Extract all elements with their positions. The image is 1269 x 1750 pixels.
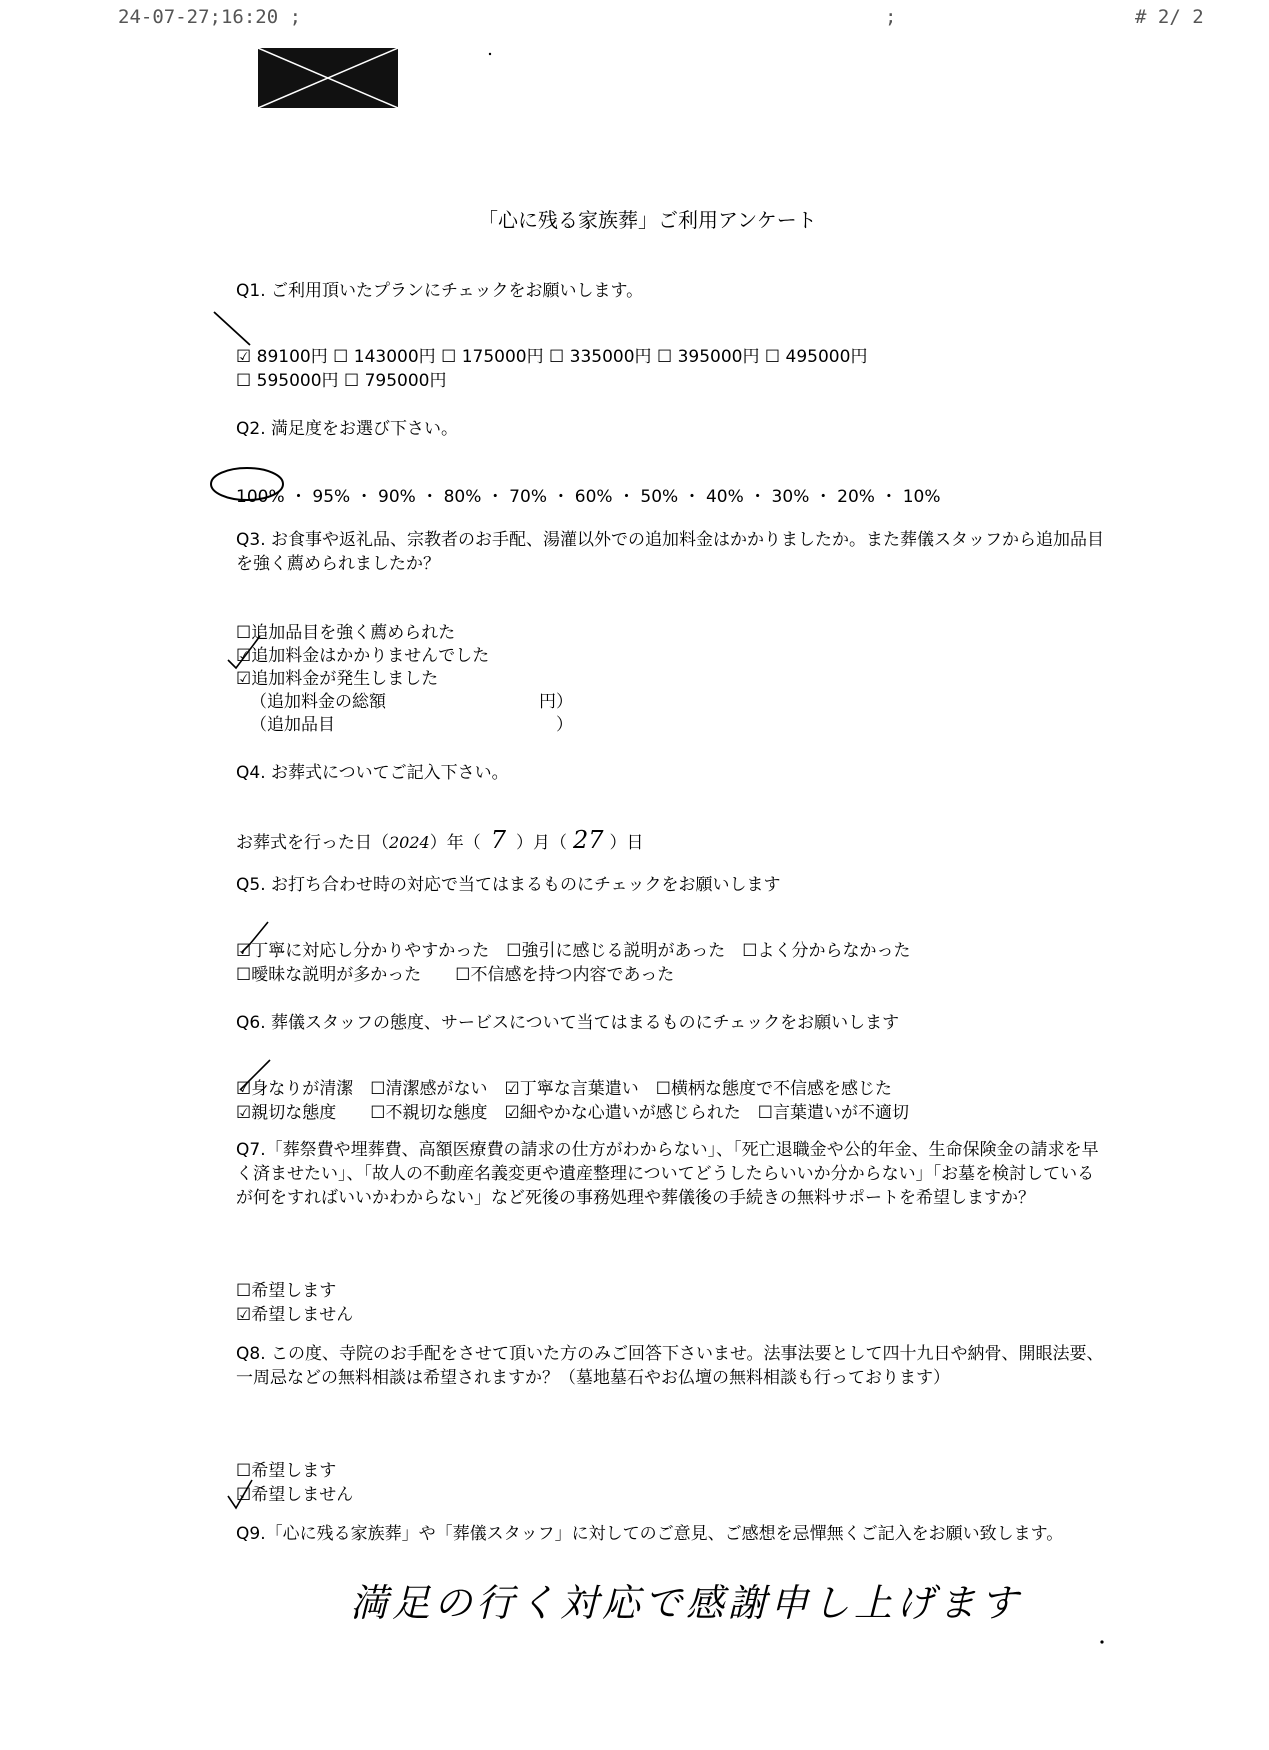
q8-option-want[interactable]: ☐希望します — [236, 1461, 337, 1481]
q5-question: Q5. お打ち合わせ時の対応で当てはまるものにチェックをお願いします — [236, 875, 781, 895]
q1-check-stroke — [214, 312, 250, 345]
handwritten-year: 2024 — [389, 833, 430, 852]
handwritten-day: 27 — [573, 826, 604, 854]
q2-question: Q2. 満足度をお選び下さい。 — [236, 419, 459, 439]
q6-options-line1[interactable]: ☑身なりが清潔 ☐清潔感がない ☑丁寧な言葉遣い ☐横柄な態度で不信感を感じた — [236, 1079, 892, 1099]
q3-extra-items: （追加品目 ） — [250, 715, 573, 735]
q8-option-not-want[interactable]: ☑希望しません — [236, 1485, 354, 1505]
fax-timestamp: 24-07-27;16:20 ; — [118, 6, 302, 28]
q2-satisfaction-scale[interactable]: 100% ・ 95% ・ 90% ・ 80% ・ 70% ・ 60% ・ 50% ・ 40% ・ 30% ・ 20% ・ 10% — [236, 487, 941, 507]
fax-separator: ; — [885, 6, 897, 28]
q7-option-not-want[interactable]: ☑希望しません — [236, 1305, 354, 1325]
q4-date-row — [236, 826, 644, 854]
q6-question: Q6. 葬儀スタッフの態度、サービスについて当てはまるものにチェックをお願いします — [236, 1013, 900, 1033]
q9-question: Q9.「心に残る家族葬」や「葬儀スタッフ」に対してのご意見、ご感想を忌憚無くご記入をお願い致します。 — [236, 1524, 1064, 1544]
q8-question: Q8. この度、寺院のお手配をさせて頂いた方のみご回答下さいませ。法事法要として四十九日や納骨、開眼法要、一周忌などの無料相談は希望されますか？（墓地墓石やお仏壇の無料相談も行っております） — [236, 1344, 1104, 1388]
ink-dot-top — [489, 53, 491, 55]
q5-options-line1[interactable]: ☑丁寧に対応し分かりやすかった ☐強引に感じる説明があった ☐よく分からなかった — [236, 941, 911, 961]
q4-question: Q4. お葬式についてご記入下さい。 — [236, 763, 509, 783]
q1-options-line1[interactable]: ☑ 89100円 ☐ 143000円 ☐ 175000円 ☐ 335000円 ☐ 395000円 ☐ 495000円 — [236, 347, 868, 367]
q7-question: Q7.「葬祭費や埋葬費、高額医療費の請求の仕方がわからない」、「死亡退職金や公的年金、生命保険金の請求を早く済ませたい」、「故人の不動産名義変更や遺産整理についてどうしたらいいか分からない」「お墓を検討しているが何をすればいいかわからない」など死後の事務処理や葬儀後の手続きの無料サポートを希望しますか？ — [236, 1140, 1099, 1208]
q5-options-line2[interactable]: ☐曖昧な説明が多かった ☐不信感を持つ内容であった — [236, 965, 675, 985]
date-label-month: ）月（ — [516, 833, 567, 853]
fax-page-number: # 2/ 2 — [1135, 6, 1204, 28]
q3-option-extra-fee[interactable]: ☑追加料金が発生しました — [236, 669, 439, 689]
date-label-year: ）年（ — [429, 833, 481, 853]
q3-option-no-extra-fee[interactable]: ☑追加料金はかかりませんでした — [236, 646, 490, 666]
date-label-day: ）日 — [609, 833, 644, 853]
ink-dot — [1100, 1640, 1103, 1643]
redacted-logo — [258, 48, 398, 108]
date-label-prefix: お葬式を行った日（ — [236, 833, 389, 853]
q3-option-recommended[interactable]: ☐追加品目を強く薦められた — [236, 623, 456, 643]
q1-options-line2[interactable]: ☐ 595000円 ☐ 795000円 — [236, 371, 447, 391]
redacted-x-mark — [258, 48, 398, 108]
q6-options-line2[interactable]: ☑親切な態度 ☐不親切な態度 ☑細やかな心遣いが感じられた ☐言葉遣いが不適切 — [236, 1103, 909, 1123]
q3-extra-fee-total: （追加料金の総額 円） — [250, 692, 573, 712]
q1-question: Q1. ご利用頂いたプランにチェックをお願いします。 — [236, 281, 644, 301]
q7-option-want[interactable]: ☐希望します — [236, 1281, 337, 1301]
survey-title: 「心に残る家族葬」ご利用アンケート — [478, 208, 817, 232]
q9-handwritten-answer: 満足の行く対応で感謝申し上げます — [350, 1581, 1023, 1625]
q3-question: Q3. お食事や返礼品、宗教者のお手配、湯灌以外での追加料金はかかりましたか。また葬儀スタッフから追加品目を強く薦められましたか？ — [236, 530, 1105, 574]
handwritten-month: 7 — [490, 826, 506, 854]
